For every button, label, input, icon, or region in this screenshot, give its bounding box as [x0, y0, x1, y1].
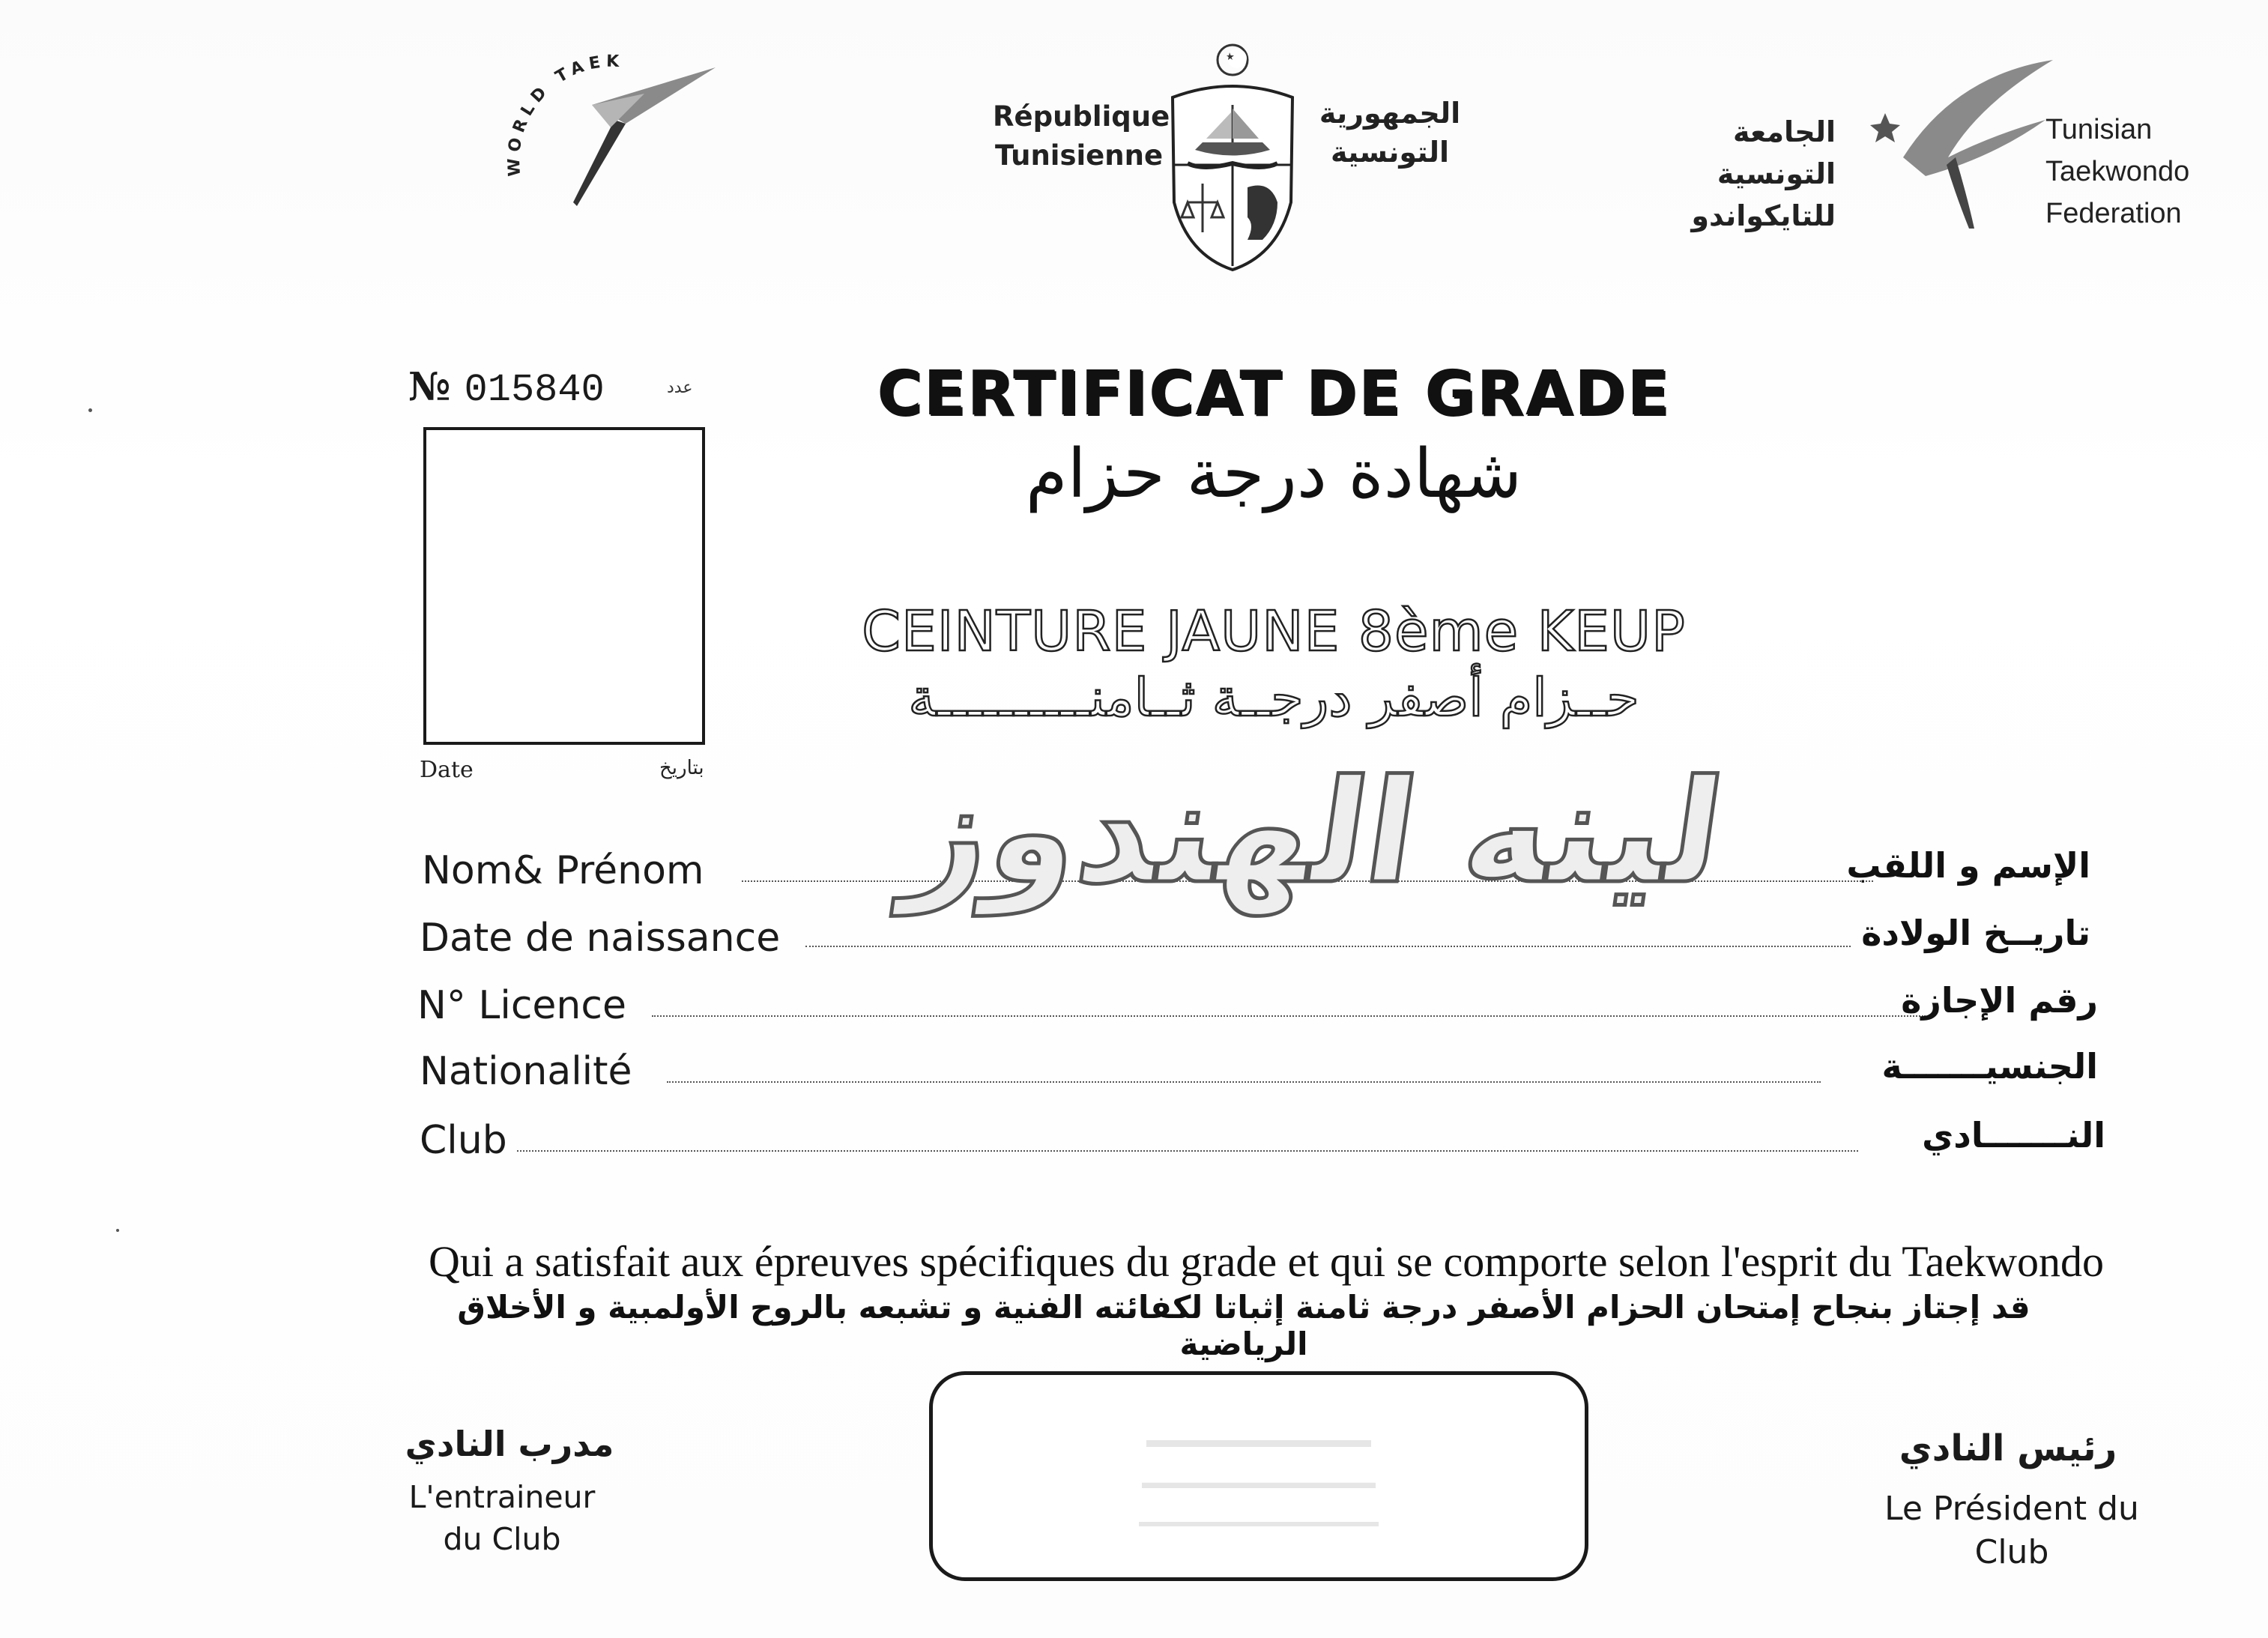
certificate-title: CERTIFICAT DE GRADE [877, 358, 1671, 429]
field-line-birthdate [805, 946, 1851, 947]
stamp-faint-text-3: ▬▬▬▬▬▬▬▬▬▬▬▬▬▬▬▬ [1139, 1514, 1379, 1530]
field-label-licence-ar: رقم الإجازة [1901, 980, 2098, 1021]
field-label-birthdate-ar: تاريــخ الولادة [1861, 913, 2090, 953]
republic-ar-line1: الجمهورية [1319, 97, 1461, 130]
republic-fr-line2: Tunisienne [994, 139, 1164, 172]
date-label-ar: بتاريخ [659, 757, 704, 779]
president-label-ar: رئيس النادي [1899, 1427, 2117, 1469]
field-label-birthdate: Date de naissance [420, 916, 781, 961]
coach-label-ar: مدرب النادي [405, 1424, 614, 1464]
president-label-fr [1851, 1487, 2173, 1574]
coach-fr-line1: L'entraineur [408, 1479, 596, 1515]
president-fr-line1: Le Président du [1884, 1490, 2139, 1528]
tunisian-taekwondo-federation-logo [1843, 45, 2060, 232]
handwritten-name: لينه الهندوز [897, 749, 1733, 915]
field-line-nationality [667, 1081, 1821, 1083]
scan-speck [116, 1229, 119, 1232]
coat-of-arms-emblem [1158, 30, 1307, 277]
date-label: Date [420, 757, 474, 783]
field-line-club [517, 1150, 1858, 1152]
photo-box [423, 427, 705, 745]
grade-title: CEINTURE JAUNE 8ème KEUP [862, 599, 1686, 664]
republic-name-ar [1307, 94, 1472, 172]
field-label-name: Nom& Prénom [422, 848, 704, 893]
federation-ar-line2: التونسية [1717, 157, 1836, 190]
federation-en-line1: Tunisian [2045, 114, 2153, 145]
federation-name-en [2045, 109, 2240, 235]
stamp-faint-text-2: ▬▬▬▬▬▬▬▬▬▬▬▬▬ [1142, 1472, 1376, 1493]
federation-en-line2: Taekwondo [2045, 156, 2190, 187]
federation-ar-line3: للتايكواندو [1691, 199, 1836, 232]
republic-fr-line1: République [993, 100, 1170, 133]
svg-text:WORLD TAEKWONDO: WORLD TAEK [504, 52, 625, 177]
field-label-nationality: Nationalité [420, 1049, 632, 1094]
federation-en-line3: Federation [2045, 198, 2182, 229]
field-label-name-ar: الإسم و اللقب [1846, 845, 2090, 886]
field-label-licence: N° Licence [417, 983, 626, 1028]
president-fr-line2: Club [1974, 1533, 2049, 1571]
stamp-box [929, 1371, 1588, 1581]
stamp-faint-text: ▬▬▬▬▬▬▬▬▬▬ [1146, 1427, 1371, 1452]
number-symbol: № [408, 364, 451, 410]
scan-speck [88, 408, 92, 412]
statement-fr: Qui a satisfait aux épreuves spécifiques du grade et qui se comporte selon l'esprit du Taekwondo [428, 1237, 2105, 1286]
field-label-club-ar: النـــــــادي [1922, 1115, 2105, 1155]
federation-name-ar [1633, 111, 1836, 237]
coach-label-fr [390, 1476, 614, 1560]
field-label-club: Club [420, 1118, 507, 1163]
certificate-number-label-ar: عدد [667, 378, 693, 397]
republic-name-fr [993, 97, 1170, 175]
republic-ar-line2: التونسية [1330, 136, 1450, 169]
certificate-number [408, 364, 605, 412]
field-label-nationality-ar: الجنسيـــــــة [1881, 1046, 2098, 1087]
number-value: 015840 [464, 368, 605, 412]
field-line-licence [652, 1015, 1926, 1017]
federation-ar-line1: الجامعة [1733, 115, 1836, 148]
world-taekwondo-logo [465, 22, 734, 217]
coach-fr-line2: du Club [443, 1521, 561, 1557]
grade-title-ar: حــزام أصفر درجــة ثــامنــــــــــة [908, 667, 1639, 728]
certificate-title-ar: شهادة درجة حزام [1025, 435, 1522, 513]
statement-ar: قد إجتاز بنجاح إمتحان الحزام الأصفر درجة ثامنة إثباتا لكفائته الفنية و تشبعه بالروح الأولمبية و الأخلاق الرياضية [457, 1289, 2030, 1362]
